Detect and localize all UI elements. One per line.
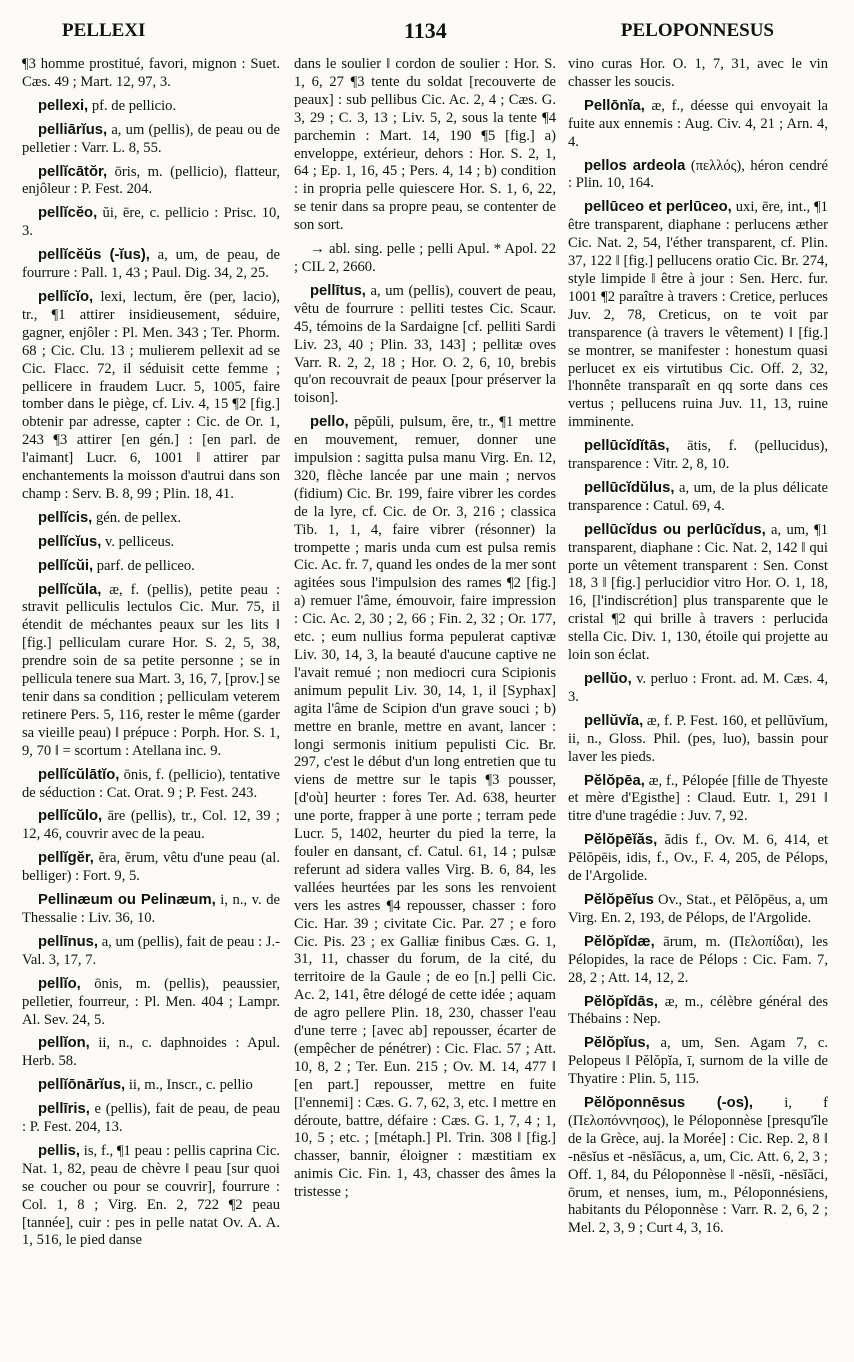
entry-definition: ōris, m. (pellicio), flatteur, enjôleur : P. Fest. 204. [22, 163, 280, 198]
dictionary-entry [22, 892, 280, 928]
entry-definition: Ov., Stat., et Pĕlŏpēus, a, um Virg. En. 2, 193, de Pélops, de l'Argolide. [568, 891, 828, 926]
entry-definition: pf. de pellicio. [91, 97, 177, 114]
dictionary-entry [568, 773, 828, 827]
entry-headword: pellūceo et perlūceo, [584, 199, 732, 216]
entry-headword: pellŭvĭa, [584, 712, 644, 729]
dictionary-entry [22, 850, 280, 886]
entry-headword: pello, [310, 414, 349, 431]
dictionary-entry [22, 510, 280, 528]
dictionary-entry [568, 480, 828, 516]
entry-headword: pellĭcŭla, [38, 581, 102, 598]
dictionary-entry [22, 289, 280, 504]
entry-headword: → [310, 241, 325, 258]
entry-headword: pellīnus, [38, 933, 99, 950]
dictionary-entry [22, 808, 280, 844]
entry-definition: ii, n., c. daphnoides : Apul. Herb. 58. [22, 1035, 280, 1070]
entry-headword: pellūcĭdus ou perlūcĭdus, [584, 521, 766, 538]
dictionary-entry [568, 158, 828, 194]
entry-definition: ŭi, ēre, c. pellicio : Prisc. 10, 3. [22, 205, 280, 240]
entry-definition: a, um (pellis), de peau ou de pelletier : Varr. L. 8, 55. [22, 121, 280, 156]
dictionary-entry [22, 205, 280, 241]
entry-definition: æ, m., célèbre général des Thébains : Nep. [568, 993, 828, 1028]
entry-definition: a, um (pellis), fait de peau : J.-Val. 3, 17, 7. [22, 933, 280, 968]
entry-definition: vino curas Hor. O. 1, 7, 31, avec le vin chasser les soucis. [568, 56, 828, 90]
dictionary-entry [568, 522, 828, 665]
dictionary-entry [568, 438, 828, 474]
entry-headword: Pĕlŏpĭdæ, [584, 933, 655, 950]
entry-headword: Pĕlŏponnēsus (-os), [584, 1095, 753, 1112]
column-3 [568, 56, 828, 1362]
entry-headword: pellŭo, [584, 671, 632, 687]
dictionary-entry [568, 713, 828, 767]
entry-definition: ii, m., Inscr., c. pellio [128, 1077, 253, 1094]
dictionary-entry [22, 164, 280, 200]
entry-headword: pellos ardeola [584, 157, 686, 174]
entry-headword: pellĭcĭo, [38, 288, 94, 305]
dictionary-entry [568, 1035, 828, 1089]
entry-headword: pellĭgĕr, [38, 850, 94, 867]
dictionary-entry [568, 56, 828, 92]
entry-definition: āre (pellis), tr., Col. 12, 39 ; 12, 46, couvrir avec de la peau. [22, 808, 280, 843]
entry-headword: pellĭcĕo, [38, 205, 98, 222]
entry-definition: ōnis, f. (pellicio), tentative de séduction : Cat. Orat. 9 ; P. Fest. 243. [22, 766, 280, 801]
dictionary-entry [568, 98, 828, 152]
dictionary-entry [294, 283, 556, 408]
header-left-guide-word: PELLEXI [62, 20, 146, 41]
entry-definition: ātis, f. (pellucidus), transparence : Vitr. 2, 8, 10. [568, 438, 828, 473]
dictionary-entry [22, 582, 280, 761]
entry-headword: pellītus, [310, 282, 366, 299]
entry-headword: Pellinæum ou Pelinæum, [38, 892, 216, 909]
entry-definition: lexi, lectum, ĕre (per, lacio), tr., ¶1 attirer insidieusement, séduire, gagner, enjôler : Pl. Men. 343 ; Ter. Phorm. 68 ; Cic. Clu. 13 ; mulierem pellexit ad se Cic. Flacc. 72, il séduisit cette femme ; pellicere in fraudem Lucr. 5, 1005, faire tomber dans le piège, cf. Liv. 4, 15 ¶2 [fig.] obtenir par adresse, capter : Cic. de Or. 1, 243 ¶3 attirer [en gén.] : [en parl. de l'aimant] Lucr. 6, 1001 ‖ attirer par enchantements la moisson d'autrui dans son champ : Serv. B. 8, 99 ; Plin. 18, 41. [22, 288, 280, 502]
entry-headword: pellĭo, [38, 975, 81, 992]
entry-definition: abl. sing. pelle ; pelli Apul. * Apol. 22 ; CIL 2, 2660. [294, 241, 556, 275]
page-number: 1134 [404, 18, 447, 43]
dictionary-entry [568, 892, 828, 928]
entry-definition: a, um (pellis), couvert de peau, vêtu de fourrure : pelliti testes Cic. Scaur. 45, témoins de la Sardaigne [cf. pelliti Sardi Liv. 23, 40 ; Plin. 33, 143] ; pellitæ oves Varr. R. 2, 2, 18 ; Hor. O. 2, 6, 10, brebis qu'on recouvrait de peaux [pour préserver la toison]. [294, 282, 556, 407]
column-2 [294, 56, 556, 1362]
dictionary-entry [22, 767, 280, 803]
dictionary-entry [568, 671, 828, 707]
dictionary-entry [22, 1035, 280, 1071]
entry-headword: pellexi, [38, 97, 89, 114]
entry-definition: a, um, de peau, de fourrure : Pall. 1, 43 ; Paul. Dig. 34, 2, 25. [22, 247, 280, 282]
entry-definition: uxi, ēre, int., ¶1 être transparent, diaphane : perlucens æther Cic. Nat. 2, 54, l'éther transparent, cf. Plin. 37, 122 ‖ [fig.] pellucens oratio Cic. Br. 274, style limpide ‖ être à jour : Sen. Herc. fur. 1001 ¶2 paraître à travers : Cretice, perluces Juv. 2, 78, Creticus, on te voit par transparence (à travers le vêtement) ‖ [fig.] se montrer, se manifester : honestum quasi perlucet ex eis virtutibus Cic. Off. 2, 32, l'honnête transparaît en qq sorte dans ces vertus ; pellucens ruina Juv. 11, 13, ruine imminente. [568, 199, 828, 431]
columns-container [0, 56, 854, 1362]
dictionary-entry [568, 934, 828, 988]
dictionary-entry [22, 1143, 280, 1250]
entry-definition: æ, f., déesse qui envoyait la fuite aux ennemis : Aug. Civ. 4, 21 ; Arn. 4, 4. [568, 97, 828, 150]
dictionary-entry [568, 994, 828, 1030]
entry-definition: parf. de pelliceo. [96, 557, 195, 574]
entry-definition: (πελλός), héron cendré : Plin. 10, 164. [568, 157, 828, 192]
entry-headword: pellĭon, [38, 1035, 90, 1052]
dictionary-entry [568, 1095, 828, 1238]
entry-headword: pellĭcŭi, [38, 557, 94, 574]
column-1 [22, 56, 280, 1362]
entry-headword: pellis, [38, 1142, 80, 1159]
running-header [0, 18, 854, 48]
entry-definition: v. pelliceus. [104, 533, 175, 550]
dictionary-entry [22, 558, 280, 576]
entry-headword: pellĭcĕŭs (-ĭus), [38, 247, 150, 264]
dictionary-entry [22, 98, 280, 116]
dictionary-entry [22, 534, 280, 552]
entry-headword: pellūcĭdĭtās, [584, 438, 670, 455]
entry-definition: dans le soulier ‖ cordon de soulier : Hor. S. 1, 6, 27 ¶3 tente du soldat [recouverte de peaux] : sub pellibus Cic. Ac. 2, 4 ; Cæs. G. 3, 29 ; C. 3, 13 ; Liv. 5, 2, sous la tente ¶4 parchemin : Mart. 14, 190 ¶5 [fig.] a) enveloppe, extérieur, dehors : Hor. S. 2, 1, 64 ; Ep. 1, 16, 45 ; Pers. 4, 14 ; b) condition : in propria pelle quiescere Hor. S. 1, 6, 22, se tenir dans sa propre peau, se contenter de son sort. [294, 56, 556, 234]
dictionary-entry [568, 199, 828, 432]
entry-definition: ōnis, m. (pellis), peaussier, pelletier, fourreur, : Pl. Men. 404 ; Lampr. Al. Sev. 24, 5. [22, 975, 280, 1028]
dictionary-entry [22, 1077, 280, 1095]
entry-definition: is, f., ¶1 peau : pellis caprina Cic. Nat. 1, 82, peau de chèvre ‖ peau [sur quoi se coucher ou pour se couvrir], fourrure : Col. 1, 8 ; Virg. En. 2, 722 ¶2 peau [tannée], cuir : pes in pelle natat Ov. A. A. 1, 516, le pied danse [22, 1142, 280, 1249]
entry-definition: æ, f., Pélopée [fille de Thyeste et mère d'Egisthe] : Claud. Eutr. 1, 291 ‖ titre d'une tragédie : Juv. 7, 92. [568, 772, 828, 825]
entry-definition: æ, f. P. Fest. 160, et pellŭvĭum, ii, n., Gloss. Phil. (pes, luo), bassin pour laver les pieds. [568, 712, 828, 765]
entry-headword: pellĭōnārĭus, [38, 1077, 126, 1094]
entry-definition: pĕpŭli, pulsum, ĕre, tr., ¶1 mettre en mouvement, remuer, donner une impulsion : sagitta pulsa manu Virg. En. 12, 320, flèche lancée par une main ; nervos (fidium) Cic. Br. 199, faire vibrer les cordes de la lyre, cf. Cic. de Or. 3, 216 ; classica Tib. 1, 1, 4, faire vibrer (résonner) la trompette ; maris unda cum est pulsa remis Cic. Ac. fr. 7, quand les ondes de la mer sont agitées sous l'impulsion des rames ¶2 [fig.] a) remuer l'âme, émouvoir, faire impression : Cic. Ac. 2, 30 ; 2, 66 ; Fin. 2, 32 ; Or. 177, etc. ; eum nullius forma pepulerat captivæ Liv. 30, 14, 3, la beauté d'aucune captive ne l'avait remué ; non mediocri cura Scipionis animum pepulit Liv. 30, 14, 1, il [Syphax] agita l'âme de Scipion d'un grave souci ; b) mettre en branle, mettre en avant, lancer : longi sermonis initium pepulisti Cic. Br. 297, c'est le début d'un long entretien que tu viens de mettre sur le tapis ¶3 pousser, [d'où] heurter : fores Ter. Ad. 638, heurter une porte, frapper à une porte ; terram pede Lucr. 5, 1402, heurter du pied la terre, la fouler en dansant, cf. Catul. 61, 14 ; pulsæ referunt ad sidera valles Virg. B. 6, 84, les vallées heurtées par les sons les renvoient vers les astres ¶4 repousser, chasser : foro Cic. Har. 39 ; civitate Cic. Par. 27 ; e foro Cic. Pis. 23 ; ex Galliæ finibus Cæs. G. 1, 31, 11, chasser du forum, de la cité, du territoire de la Gaule ; de eo [n.] pelli Cic. Ac. 2, 141, être délogé de cette idée ; aquam de agro pellere Plin. 18, 230, chasser l'eau d'une terre ; [avec ab] repousser, écarter de (empêcher de pénétrer) : Cic. Flac. 57 ; Att. 10, 8, 2 ; Ter. Eun. 215 ; Ov. M. 14, 477 ‖ [en part.] repousser, mettre en fuite [l'ennemi] : Cæs. G. 7, 62, 3, etc. ‖ mettre en déroute, battre, défaire : Cæs. G. 1, 7, 4 ; 1, 10, 5 ; etc. ; [métaph.] Pl. Trin. 308 ‖ [fig.] chasser, bannir, éloigner : mæstitiam ex animis Cic. Fin. 1, 43, chasser des âmes la tristesse ; [294, 414, 556, 1201]
entry-definition: e (pellis), fait de peau, de peau : P. Fest. 204, 13. [22, 1101, 280, 1136]
entry-headword: pellĭcĭus, [38, 533, 102, 550]
dictionary-entry [294, 241, 556, 277]
entry-headword: Pĕlŏpēĭăs, [584, 832, 658, 849]
dictionary-entry [22, 976, 280, 1030]
entry-definition: v. perluo : Front. ad. M. Cæs. 4, 3. [568, 671, 828, 705]
entry-definition: i, n., v. de Thessalie : Liv. 36, 10. [22, 892, 280, 926]
entry-definition: ĕra, ĕrum, vêtu d'une peau (al. belliger) : Fort. 9, 5. [22, 850, 280, 885]
entry-headword: pellĭcis, [38, 509, 93, 526]
entry-headword: pelliārĭus, [38, 121, 108, 138]
dictionary-entry [568, 832, 828, 886]
entry-headword: pellĭcātŏr, [38, 163, 108, 180]
entry-headword: Pĕlŏpēa, [584, 772, 645, 789]
dictionary-entry [22, 247, 280, 283]
header-right-guide-word: PELOPONNESUS [620, 20, 774, 41]
entry-definition: a, um, de la plus délicate transparence : Catul. 69, 4. [568, 479, 828, 514]
entry-headword: Pĕlŏpĭus, [584, 1035, 650, 1052]
entry-definition: i, f (Πελοπόννησος), le Péloponnèse [presqu'île de la Grèce, auj. la Morée] : Cic. Rep. 2, 8 ‖ -nēsĭus et -nēsĭăcus, a, um, Cic. Att. 6, 2, 3 ; Off. 1, 84, du Péloponnèse ‖ -nēsĭi, -nēsĭăci, ōrum, et nenses, ium, m., Péloponnésiens, habitants du Péloponnèse : Varr. R. 2, 6, 2 ; Mel. 2, 3, 9 ; Curt 4, 3, 16. [568, 1095, 828, 1237]
dictionary-entry [294, 414, 556, 1202]
entry-headword: pellĭcŭlo, [38, 808, 103, 825]
entry-headword: pellūcĭdŭlus, [584, 479, 675, 496]
entry-headword: Pĕlŏpēĭus [584, 891, 654, 908]
entry-definition: a, um, ¶1 transparent, diaphane : Cic. Nat. 2, 142 ‖ qui porte un vêtement transparent : Sen. Const 18, 3 ‖ [fig.] perlucidior vitro Hor. O. 1, 18, 16, [l'indiscrétion] plus transparente que le cristal ¶2 qui brille à travers : perlucida stella Cic. Div. 1, 130, étoile qui projette au loin son éclat. [568, 521, 828, 664]
dictionary-entry [22, 934, 280, 970]
dictionary-entry [22, 1101, 280, 1137]
entry-definition: ădis f., Ov. M. 6, 414, et Pĕlŏpēis, idis, f., Ov., F. 4, 205, de Pélops, de l'Argolide. [568, 832, 828, 885]
dictionary-entry [22, 122, 280, 158]
entry-definition: ārum, m. (Πελοπίδαι), les Pélopides, la race de Pélops : Cic. Fam. 7, 28, 2 ; Att. 14, 12, 2. [568, 933, 828, 986]
entry-headword: Pellōnĭa, [584, 97, 645, 114]
entry-definition: gén. de pellex. [95, 509, 182, 526]
dictionary-entry [22, 56, 280, 92]
entry-definition: ¶3 homme prostitué, favori, mignon : Suet. Cæs. 49 ; Mart. 12, 97, 3. [22, 56, 280, 90]
entry-definition: a, um, Sen. Agam 7, c. Pelopeus ‖ Pĕlŏpĭa, ī, surnom de la ville de Thyatire : Plin. 5, 115. [568, 1035, 828, 1088]
entry-headword: pellĭcŭlātĭo, [38, 766, 120, 783]
dictionary-entry [294, 56, 556, 235]
entry-headword: Pĕlŏpĭdās, [584, 993, 659, 1010]
entry-definition: æ, f. (pellis), petite peau : stravit pelliculis lectulos Cic. Mur. 75, il étendit de méchantes peaux sur les lits ‖ [fig.] pelliculam curare Hor. S. 2, 5, 38, prendre soin de sa petite personne ; se in pellicula tenere sua Mart. 3, 16, 7, [prov.] se tenir dans sa condition ; pelliculam veterem retinere Pers. 5, 116, rester le même (garder sa vieille peau) ‖ prépuce : Porph. Hor. S. 1, 9, 70 ‖ = scortum : Atellana inc. 9. [22, 581, 280, 759]
entry-headword: pellīris, [38, 1101, 90, 1118]
